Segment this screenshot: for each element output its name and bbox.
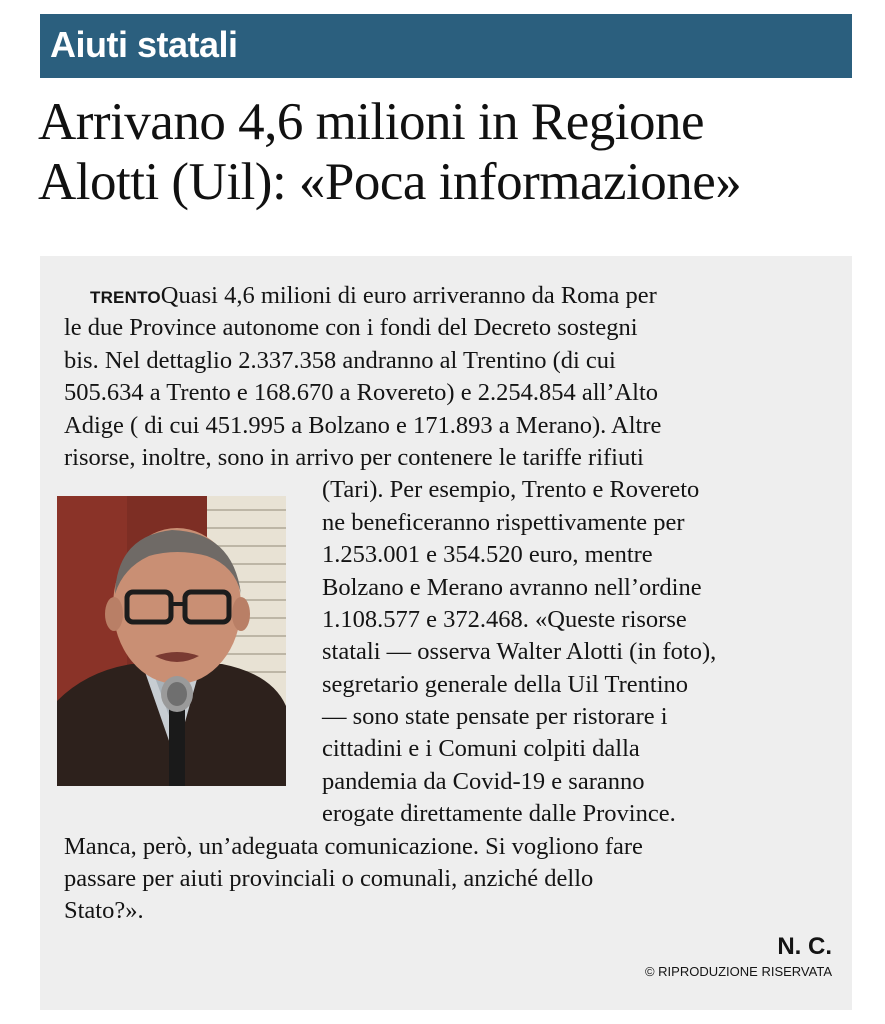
body-line: segretario generale della Uil Trentino [322,670,689,698]
body-line: 1.108.577 e 372.468. «Queste risorse [322,605,687,633]
body-line: statali — osserva Walter Alotti (in foto), [322,638,717,666]
body-line: risorse, inoltre, sono in arrivo per contenere le tariffe rifiuti [64,443,644,471]
article-body [64,280,844,928]
body-line: cittadini e i Comuni colpiti dalla [322,735,640,763]
headline [38,92,858,212]
body-line: bis. Nel dettaglio 2.337.358 andranno al Trentino (di cui [64,346,616,374]
body-line: pandemia da Covid-19 e saranno [322,767,645,795]
body-line [64,280,844,312]
body-line: 505.634 a Trento e 168.670 a Rovereto) e 2.254.854 all’Alto [64,379,659,407]
body-line: Stato?». [64,897,144,925]
section-kicker-bar [40,14,852,78]
copyright-notice: © RIPRODUZIONE RISERVATA [644,964,832,979]
body-line: Manca, però, un’adeguata comunicazione. Si vogliono fare [64,832,643,860]
body-line: passare per aiuti provinciali o comunali, anziché dello [64,865,594,893]
body-line-text: Quasi 4,6 milioni di euro arriveranno da Roma per [160,282,657,309]
body-line: erogate direttamente dalle Province. [322,800,676,828]
dateline: TRENTO [90,288,161,307]
section-kicker: Aiuti statali [50,24,238,65]
headline-line-1: Arrivano 4,6 milioni in Regione [38,93,705,151]
body-line: Bolzano e Merano avranno nell’ordine [322,573,702,601]
body-line: Adige ( di cui 451.995 a Bolzano e 171.893 a Merano). Altre [64,411,662,439]
body-line: (Tari). Per esempio, Trento e Rovereto [322,476,700,504]
body-line: ne beneficeranno rispettivamente per [322,508,685,536]
body-line: 1.253.001 e 354.520 euro, mentre [322,541,653,569]
body-line: — sono state pensate per ristorare i [322,703,668,731]
article-box [40,256,852,1010]
byline: N. C. [777,933,832,960]
headline-line-2: Alotti (Uil): «Poca informazione» [38,153,742,211]
body-line: le due Province autonome con i fondi del Decreto sostegni [64,314,638,342]
